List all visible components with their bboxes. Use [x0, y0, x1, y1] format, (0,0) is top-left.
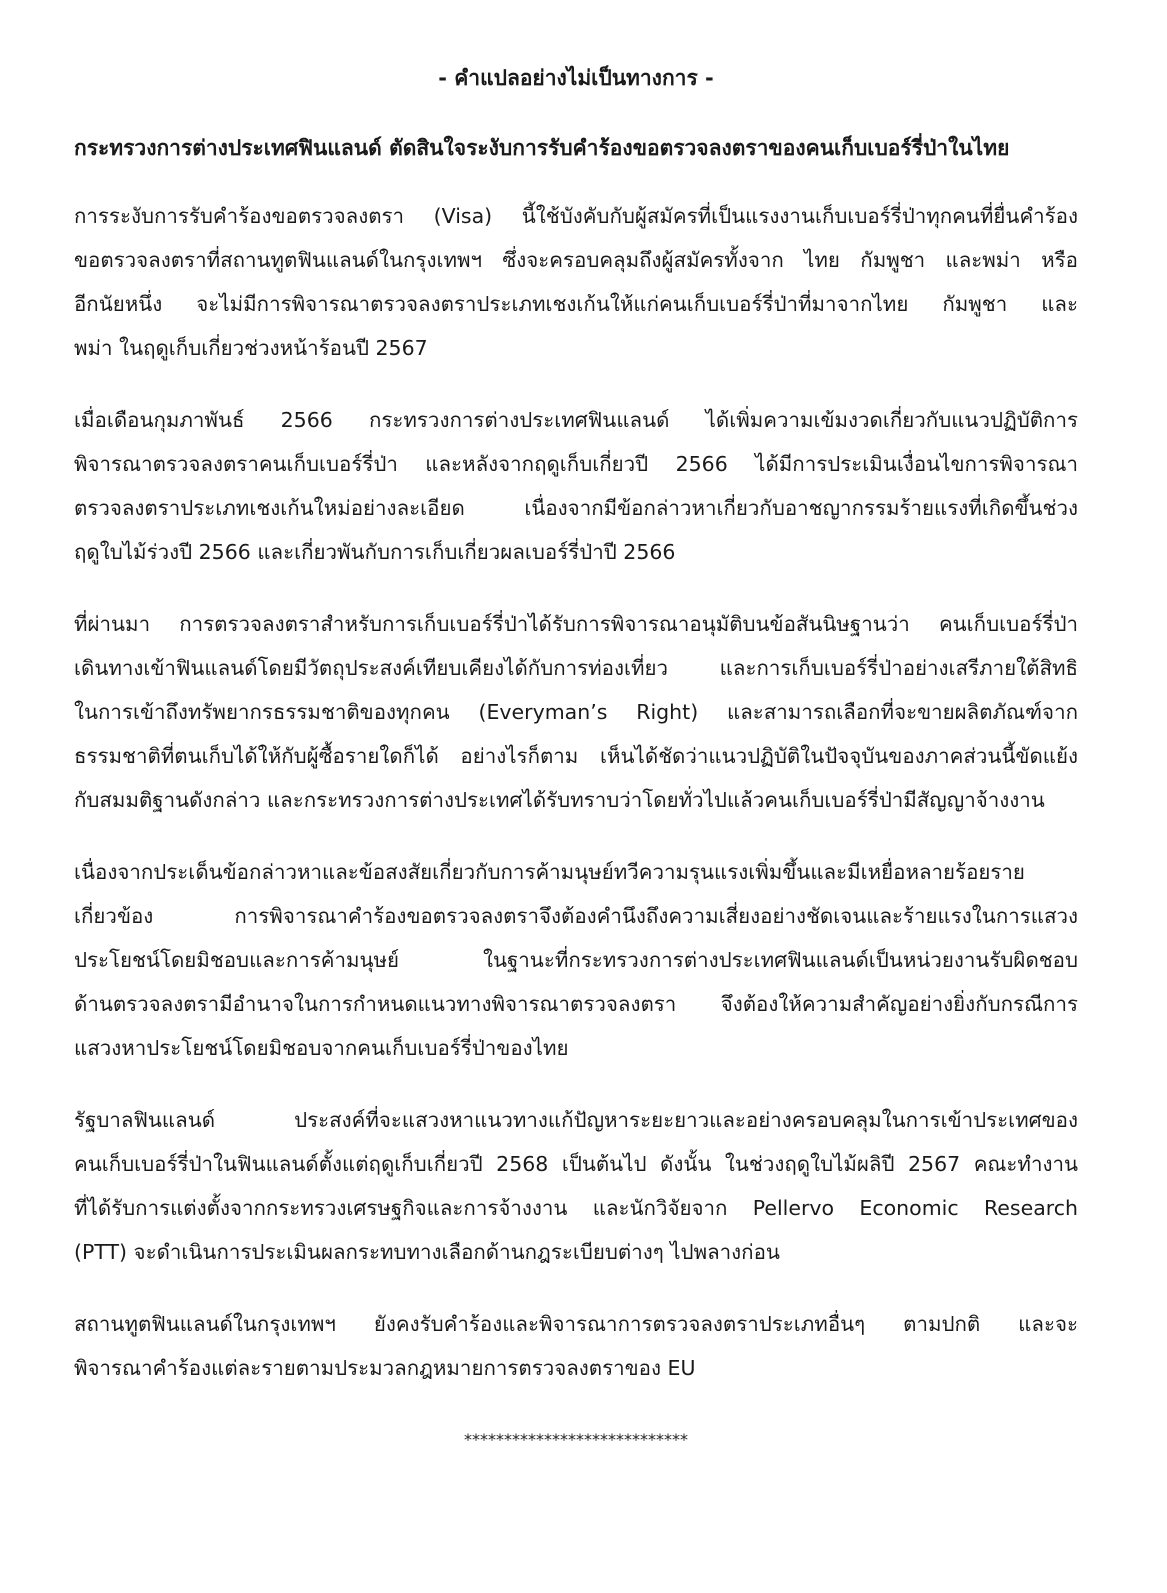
- paragraph: [74, 1098, 1078, 1274]
- paragraph-line: สถานทูตฟินแลนด์ในกรุงเทพฯ ยังคงรับคำร้องและพิจารณาการตรวจลงตราประเภทอื่นๆ ตามปกติ และจะ: [74, 1312, 1078, 1336]
- document-body: [74, 194, 1078, 1390]
- paragraph: [74, 398, 1078, 574]
- paragraph: [74, 850, 1078, 1070]
- paragraph-line: อีกนัยหนึ่ง จะไม่มีการพิจารณาตรวจลงตราประเภทเชงเก้นให้แก่คนเก็บเบอร์รี่ป่าที่มาจากไทย กัมพูชา และ: [74, 292, 1078, 316]
- paragraph-line: พม่า ในฤดูเก็บเกี่ยวช่วงหน้าร้อนปี 2567: [74, 336, 428, 360]
- paragraph-line: การระงับการรับคำร้องขอตรวจลงตรา (Visa) นี้ใช้บังคับกับผู้สมัครที่เป็นแรงงานเก็บเบอร์รี่ป่าทุกคนที่ยื่นคำร้อง: [74, 204, 1078, 228]
- end-separator: ****************************: [464, 1430, 688, 1449]
- paragraph-line: พิจารณาตรวจลงตราคนเก็บเบอร์รี่ป่า และหลังจากฤดูเก็บเกี่ยวปี 2566 ได้มีการประเมินเงื่อนไขการพิจารณา: [74, 452, 1078, 476]
- paragraph-line: เกี่ยวข้อง การพิจารณาคำร้องขอตรวจลงตราจึงต้องคำนึงถึงความเสี่ยงอย่างชัดเจนและร้ายแรงในการแสวง: [74, 904, 1078, 928]
- paragraph-line: เดินทางเข้าฟินแลนด์โดยมีวัตถุประสงค์เทียบเคียงได้กับการท่องเที่ยว และการเก็บเบอร์รี่ป่าอย่างเสรีภายใต้สิทธิ: [74, 656, 1078, 680]
- paragraph-line: ในการเข้าถึงทรัพยากรธรรมชาติของทุกคน (Everyman’s Right) และสามารถเลือกที่จะขายผลิตภัณฑ์จาก: [74, 700, 1078, 724]
- paragraph-line: ฤดูใบไม้ร่วงปี 2566 และเกี่ยวพันกับการเก็บเกี่ยวผลเบอร์รี่ป่าปี 2566: [74, 540, 676, 564]
- paragraph: [74, 194, 1078, 370]
- paragraph: [74, 602, 1078, 822]
- paragraph-line: คนเก็บเบอร์รี่ป่าในฟินแลนด์ตั้งแต่ฤดูเก็บเกี่ยวปี 2568 เป็นต้นไป ดังนั้น ในช่วงฤดูใบไม้ผลิปี 2567 คณะทำงาน: [74, 1152, 1078, 1176]
- paragraph: [74, 1302, 1078, 1390]
- paragraph-line: ธรรมชาติที่ตนเก็บได้ให้กับผู้ซื้อรายใดก็ได้ อย่างไรก็ตาม เห็นได้ชัดว่าแนวปฏิบัติในปัจจุบันของภาคส่วนนี้ขัดแย้ง: [74, 744, 1078, 768]
- paragraph-line: ที่ผ่านมา การตรวจลงตราสำหรับการเก็บเบอร์รี่ป่าได้รับการพิจารณาอนุมัติบนข้อสันนิษฐานว่า คนเก็บเบอร์รี่ป่า: [74, 612, 1078, 636]
- paragraph-line: กับสมมติฐานดังกล่าว และกระทรวงการต่างประเทศได้รับทราบว่าโดยทั่วไปแล้วคนเก็บเบอร์รี่ป่ามีสัญญาจ้างงาน: [74, 788, 1045, 812]
- paragraph-line: ตรวจลงตราประเภทเชงเก้นใหม่อย่างละเอียด เนื่องจากมีข้อกล่าวหาเกี่ยวกับอาชญากรรมร้ายแรงที่เกิดขึ้นช่วง: [74, 496, 1078, 520]
- paragraph-line: พิจารณาคำร้องแต่ละรายตามประมวลกฎหมายการตรวจลงตราของ EU: [74, 1356, 696, 1380]
- paragraph-line: ประโยชน์โดยมิชอบและการค้ามนุษย์ ในฐานะที่กระทรวงการต่างประเทศฟินแลนด์เป็นหน่วยงานรับผิดชอบ: [74, 948, 1078, 972]
- paragraph-line: เมื่อเดือนกุมภาพันธ์ 2566 กระทรวงการต่างประเทศฟินแลนด์ ได้เพิ่มความเข้มงวดเกี่ยวกับแนวปฏิบัติการ: [74, 408, 1078, 432]
- paragraph-line: ที่ได้รับการแต่งตั้งจากกระทรวงเศรษฐกิจและการจ้างงาน และนักวิจัยจาก Pellervo Economic Research: [74, 1196, 1078, 1220]
- paragraph-line: ขอตรวจลงตราที่สถานทูตฟินแลนด์ในกรุงเทพฯ ซึ่งจะครอบคลุมถึงผู้สมัครทั้งจาก ไทย กัมพูชา และพม่า หรือ: [74, 248, 1078, 272]
- paragraph-line: เนื่องจากประเด็นข้อกล่าวหาและข้อสงสัยเกี่ยวกับการค้ามนุษย์ทวีความรุนแรงเพิ่มขึ้นและมีเหยื่อหลายร้อยราย: [74, 860, 1025, 884]
- paragraph-line: ด้านตรวจลงตรามีอำนาจในการกำหนดแนวทางพิจารณาตรวจลงตรา จึงต้องให้ความสำคัญอย่างยิ่งกับกรณีการ: [74, 992, 1078, 1016]
- paragraph-line: รัฐบาลฟินแลนด์ ประสงค์ที่จะแสวงหาแนวทางแก้ปัญหาระยะยาวและอย่างครอบคลุมในการเข้าประเทศของ: [74, 1108, 1078, 1132]
- paragraph-line: แสวงหาประโยชน์โดยมิชอบจากคนเก็บเบอร์รี่ป่าของไทย: [74, 1036, 569, 1060]
- document-page: [74, 58, 1078, 1449]
- document-subtitle: - คำแปลอย่างไม่เป็นทางการ -: [438, 66, 714, 90]
- paragraph-line: (PTT) จะดำเนินการประเมินผลกระทบทางเลือกด้านกฎระเบียบต่างๆ ไปพลางก่อน: [74, 1240, 780, 1264]
- document-title: กระทรวงการต่างประเทศฟินแลนด์ ตัดสินใจระงับการรับคำร้องขอตรวจลงตราของคนเก็บเบอร์รี่ป่าในไทย: [74, 136, 1010, 160]
